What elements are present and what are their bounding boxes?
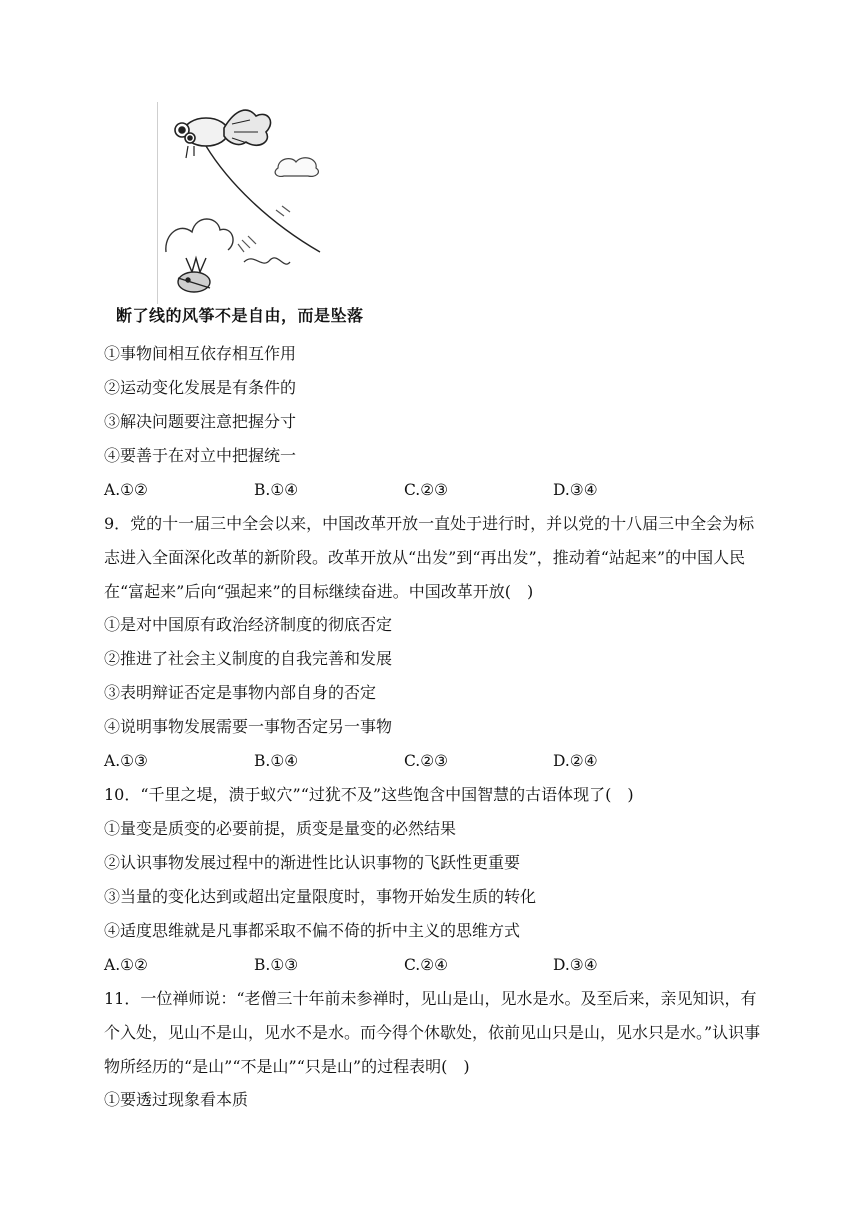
q9-stem: 9．党的十一届三中全会以来，中国改革开放一直处于进行时，并以党的十八届三中全会为标志进入全面深化改革的新阶段。改革开放从“出发”到“再出发”，推动着“站起来”的中国人民在“富起来”后向“强起来”的目标继续奋进。中国改革开放( ) bbox=[104, 514, 755, 601]
cloud-icon bbox=[275, 158, 318, 177]
q9-option-a[interactable]: A.①③ bbox=[104, 752, 148, 770]
q8-options bbox=[104, 480, 664, 500]
q10-option-c[interactable]: C.②④ bbox=[404, 956, 449, 974]
q8-statement-3: ③解决问题要注意把握分寸 bbox=[104, 412, 297, 431]
q10-option-a[interactable]: A.①② bbox=[104, 956, 148, 974]
goldfish-kite-icon bbox=[175, 110, 271, 158]
q9-option-c[interactable]: C.②③ bbox=[404, 752, 449, 770]
q8-option-c[interactable]: C.②③ bbox=[404, 481, 449, 499]
q10-statement-3: ③当量的变化达到或超出定量限度时，事物开始发生质的转化 bbox=[104, 887, 537, 906]
q9-statement-4: ④说明事物发展需要一事物否定另一事物 bbox=[104, 717, 393, 736]
q8-statement-4: ④要善于在对立中把握统一 bbox=[104, 446, 297, 465]
q8-option-a[interactable]: A.①② bbox=[104, 481, 148, 499]
wavy-line bbox=[244, 258, 290, 264]
q8-option-d[interactable]: D.③④ bbox=[553, 481, 598, 499]
kite-illustration bbox=[157, 102, 322, 304]
q11-stem: 11．一位禅师说：“老僧三十年前未参禅时，见山是山，见水是水。及至后来，亲见知识，有个入处，见山不是山，见水不是水。而今得个休歇处，依前见山只是山，见水只是水。”认识事物所经历的“是山”“不是山”“只是山”的过程表明( ) bbox=[104, 989, 761, 1076]
q9-statement-1: ①是对中国原有政治经济制度的彻底否定 bbox=[104, 615, 393, 634]
q10-options bbox=[104, 955, 664, 975]
q10-option-b[interactable]: B.①③ bbox=[254, 956, 299, 974]
q10-statement-1: ①量变是质变的必要前提，质变是量变的必然结果 bbox=[104, 819, 457, 838]
figure-caption: 断了线的风筝不是自由，而是坠落 bbox=[116, 306, 364, 325]
large-cloud-icon bbox=[166, 219, 233, 252]
q10-stem: 10．“千里之堤，溃于蚁穴”“过犹不及”这些饱含中国智慧的古语体现了( ) bbox=[104, 785, 634, 804]
q9-options bbox=[104, 751, 664, 771]
q10-option-d[interactable]: D.③④ bbox=[553, 956, 598, 974]
q9-option-b[interactable]: B.①④ bbox=[254, 752, 299, 770]
q8-statement-2: ②运动变化发展是有条件的 bbox=[104, 378, 297, 397]
kite-drawing bbox=[158, 102, 322, 304]
q10-statement-2: ②认识事物发展过程中的渐进性比认识事物的飞跃性更重要 bbox=[104, 853, 521, 872]
q8-option-b[interactable]: B.①④ bbox=[254, 481, 299, 499]
q8-statement-1: ①事物间相互依存相互作用 bbox=[104, 344, 297, 363]
fallen-kite-icon bbox=[178, 258, 210, 292]
q9-statement-3: ③表明辩证否定是事物内部自身的否定 bbox=[104, 683, 377, 702]
q9-option-d[interactable]: D.②④ bbox=[553, 752, 598, 770]
q10-statement-4: ④适度思维就是凡事都采取不偏不倚的折中主义的思维方式 bbox=[104, 921, 521, 940]
q9-statement-2: ②推进了社会主义制度的自我完善和发展 bbox=[104, 649, 393, 668]
q11-statement-1: ①要透过现象看本质 bbox=[104, 1090, 249, 1109]
